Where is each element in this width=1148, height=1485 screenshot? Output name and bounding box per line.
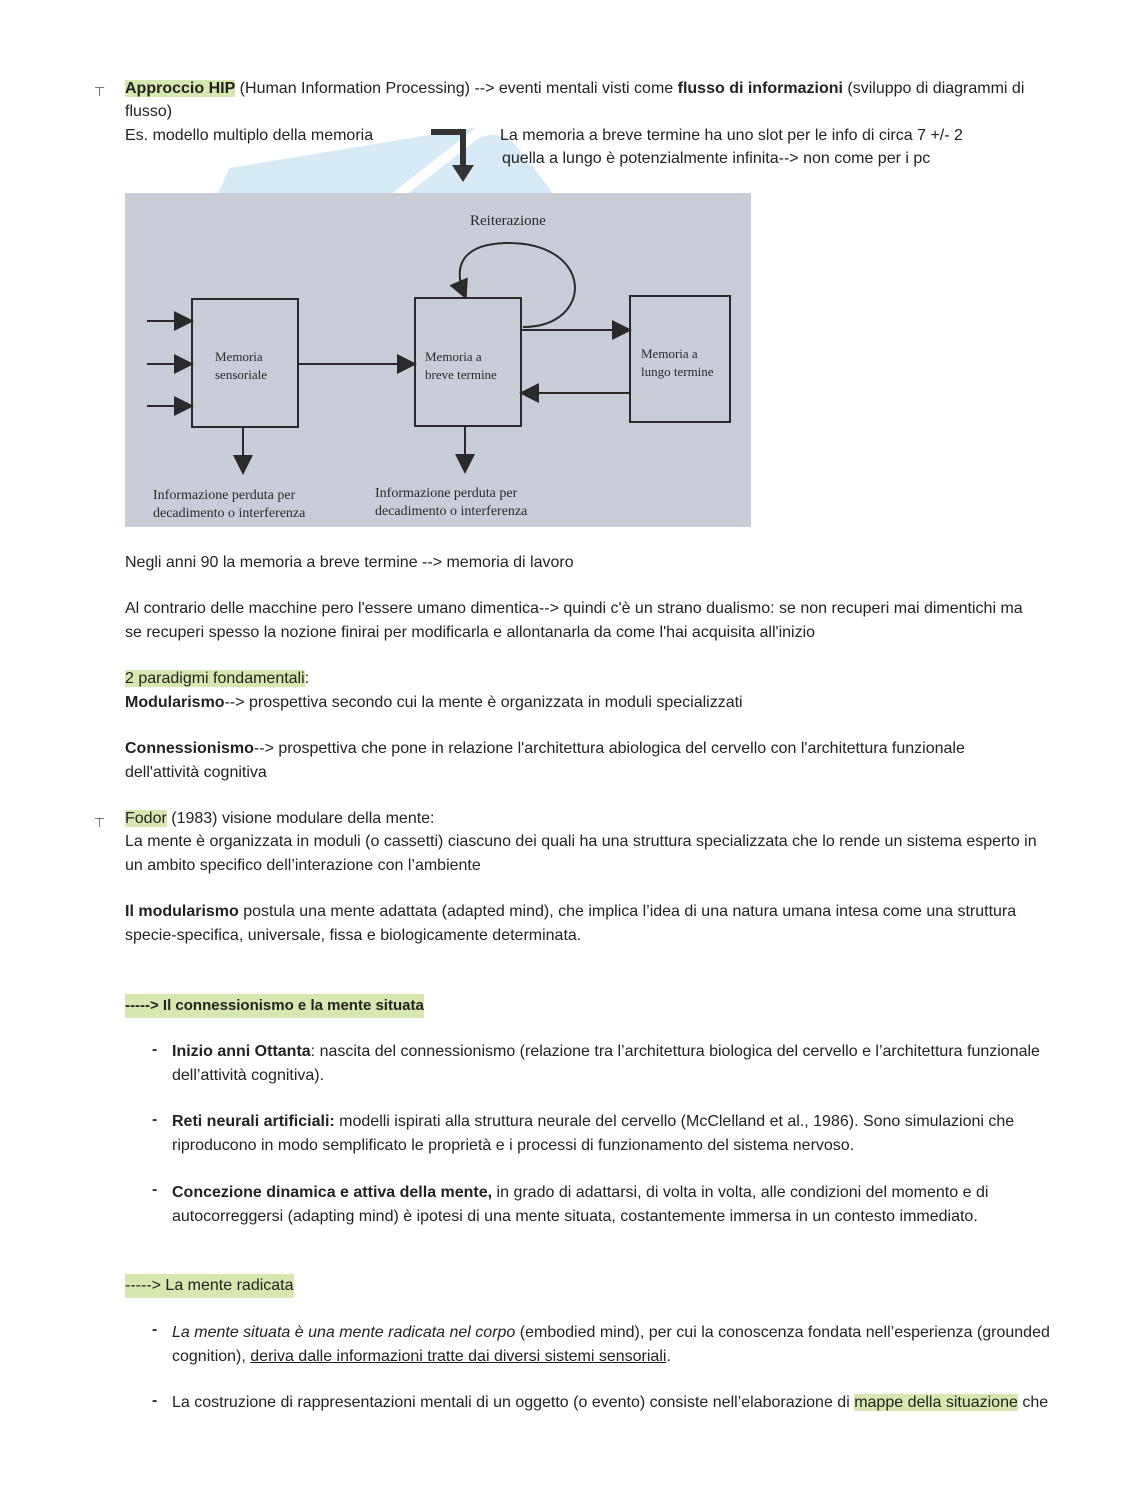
label-breve-2: breve termine (425, 367, 497, 382)
paragraph-dualismo-1: Al contrario delle macchine pero l'essere umano dimentica--> quindi c'è un strano dualismo: se non recuperi mai dimentichi ma (125, 600, 1023, 617)
memory-model-diagram (125, 193, 751, 527)
label-lost-2a: Informazione perduta per (375, 486, 518, 501)
modularismo-paragraph-2: specie-specifica, universale, fissa e biologicamente determinata. (125, 927, 582, 944)
item-radicata-line-2: cognition), deriva dalle informazioni tratte dai diversi sistemi sensoriali. (172, 1348, 671, 1365)
outline-marker: ⊤ (94, 815, 106, 830)
fodor-line-1: Fodor (1983) visione modulare della mente: (125, 810, 435, 827)
item-inizio-line-2: dell’attività cognitiva). (172, 1067, 325, 1084)
label-reiterazione: Reiterazione (470, 213, 546, 229)
modularismo-line: Modularismo--> prospettiva secondo cui la mente è organizzata in moduli specializzati (125, 694, 743, 711)
hip-line-2: flusso) (125, 103, 173, 120)
bent-arrow-icon (425, 127, 485, 185)
connessionismo-term: Connessionismo (125, 740, 254, 757)
bullet-dash: - (152, 1041, 158, 1058)
bullet-dash: - (152, 1321, 158, 1338)
paragraph-anni-90: Negli anni 90 la memoria a breve termine --> memoria di lavoro (125, 554, 574, 571)
item-concezione-line-2: autocorreggersi (adapting mind) è ipotesi di una mente situata, costantemente immersa in un contesto immediato. (172, 1208, 978, 1225)
item-reti-line-1: Reti neurali artificiali: modelli ispirati alla struttura neurale del cervello (McClelland et al., 1986). Sono simulazioni che (172, 1113, 1015, 1130)
paradigms-heading: 2 paradigmi fondamentali: (125, 670, 310, 687)
item-inizio-line-1: Inizio anni Ottanta: nascita del connessionismo (relazione tra l’architettura biologica del cervello e l’architettura funzionale (172, 1043, 1040, 1060)
item-costruzione-line-1: La costruzione di rappresentazioni mentali di un oggetto (o evento) consiste nell’elaborazione di mappe della situazione che (172, 1394, 1049, 1411)
label-sens-1: Memoria (215, 349, 263, 364)
label-lost-1a: Informazione perduta per (153, 488, 296, 503)
example-right-1: La memoria a breve termine ha uno slot per le info di circa 7 +/- 2 (500, 127, 963, 144)
modularismo-paragraph-1: Il modularismo postula una mente adattata (adapted mind), che implica l’idea di una natura umana intesa come una struttura (125, 903, 1017, 920)
hip-title: Approccio HIP (125, 80, 236, 97)
bullet-dash: - (152, 1392, 158, 1409)
paradigms-heading-text: 2 paradigmi fondamentali (125, 670, 305, 687)
label-lost-2b: decadimento o interferenza (375, 504, 528, 519)
outline-marker: ⊤ (94, 84, 106, 99)
example-right-2: quella a lungo è potenzialmente infinita--> non come per i pc (502, 150, 931, 167)
item-reti-line-2: riproducono in modo semplificato le proprietà e i processi di funzionamento del sistema nervoso. (172, 1137, 855, 1154)
hip-tail: (sviluppo di diagrammi di (842, 80, 1025, 97)
connessionismo-line-2: dell'attività cognitiva (125, 764, 267, 781)
fodor-line-2: La mente è organizzata in moduli (o cassetti) ciascuno dei quali ha una struttura specializzata che lo rende un sistema esperto in (125, 833, 1037, 850)
bullet-dash: - (152, 1111, 158, 1128)
label-lungo-1: Memoria a (641, 346, 698, 361)
section-heading-mente-radicata: -----> La mente radicata (125, 1274, 294, 1298)
hip-bold: flusso di informazioni (677, 80, 843, 97)
label-sens-2: sensoriale (215, 367, 267, 382)
item-concezione-line-1: Concezione dinamica e attiva della mente, in grado di adattarsi, di volta in volta, alle condizioni del momento e di (172, 1184, 989, 1201)
modularismo-term: Modularismo (125, 694, 225, 711)
bullet-dash: - (152, 1181, 158, 1198)
paragraph-dualismo-2: se recuperi spesso la nozione finirai per modificarla e allontanarla da come l'hai acquisita all'inizio (125, 624, 816, 641)
fodor-name: Fodor (125, 810, 167, 827)
item-radicata-line-1: La mente situata è una mente radicata nel corpo (embodied mind), per cui la conoscenza fondata nell’esperienza (grounded (172, 1324, 1050, 1341)
example-left: Es. modello multiplo della memoria (125, 127, 374, 144)
modularismo-term-2: Il modularismo (125, 903, 239, 920)
label-lost-1b: decadimento o interferenza (153, 506, 306, 521)
hip-paren: (Human Information Processing) --> eventi mentali visti come (235, 80, 678, 97)
label-breve-1: Memoria a (425, 349, 482, 364)
fodor-line-3: un ambito specifico dell’interazione con l’ambiente (125, 857, 481, 874)
hip-line-1 (125, 77, 1024, 101)
label-lungo-2: lungo termine (641, 364, 714, 379)
connessionismo-line: Connessionismo--> prospettiva che pone in relazione l'architettura abiologica del cervello con l'architettura funzionale (125, 740, 965, 757)
section-heading-connessionismo: -----> Il connessionismo e la mente situata (125, 994, 424, 1018)
